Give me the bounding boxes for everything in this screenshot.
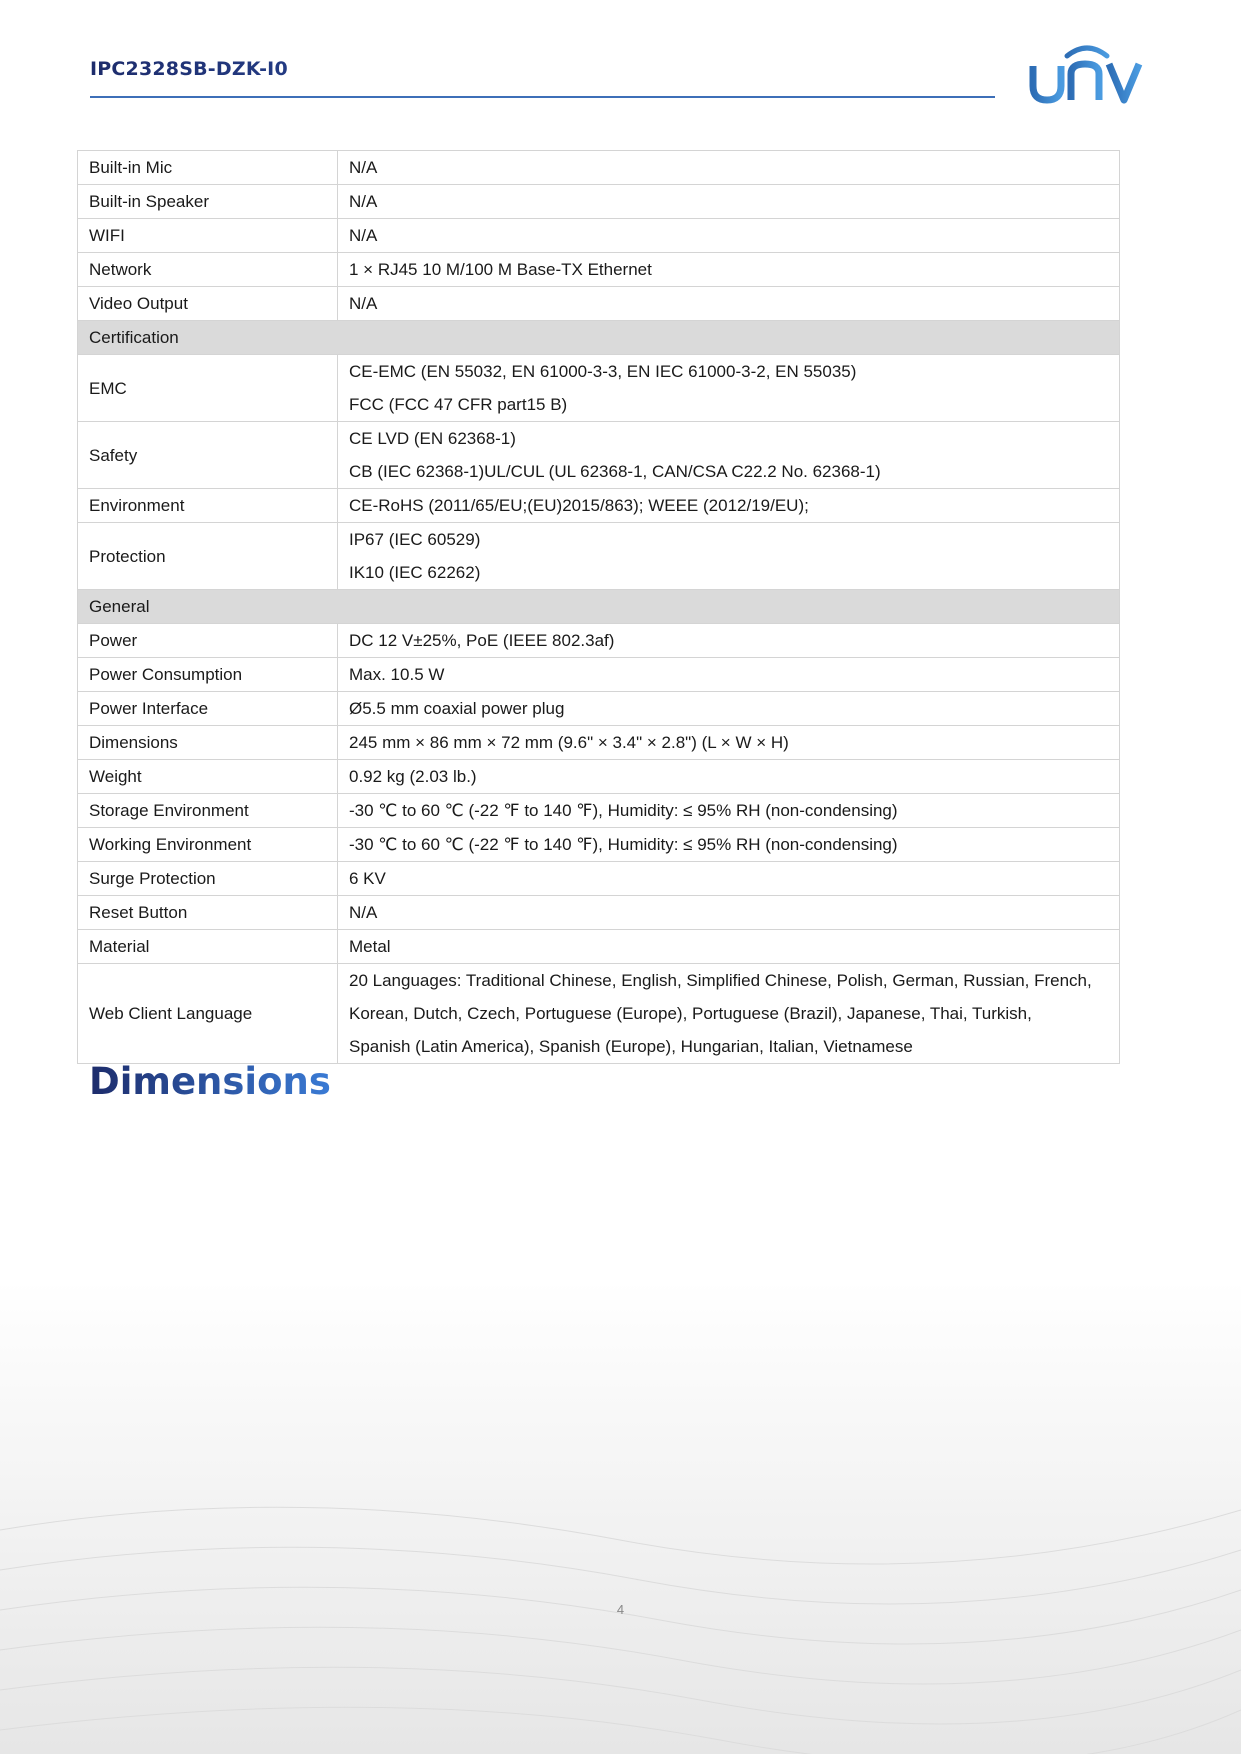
spec-value-line: 1 × RJ45 10 M/100 M Base-TX Ethernet	[349, 260, 652, 279]
spec-row	[78, 355, 1120, 422]
spec-row	[78, 219, 1120, 253]
spec-value	[338, 489, 1120, 523]
wave-background	[0, 1280, 1241, 1754]
spec-row	[78, 930, 1120, 964]
spec-row	[78, 523, 1120, 590]
spec-value-line: N/A	[349, 903, 378, 922]
spec-row	[78, 726, 1120, 760]
spec-value-line: CB (IEC 62368-1)UL/CUL (UL 62368-1, CAN/CSA C22.2 No. 62368-1)	[349, 462, 881, 481]
spec-label: Power Consumption	[78, 658, 338, 692]
spec-value-line: N/A	[349, 226, 378, 245]
unv-logo	[1027, 42, 1147, 108]
spec-value	[338, 692, 1120, 726]
spec-label: Video Output	[78, 287, 338, 321]
spec-table	[77, 150, 1120, 1064]
spec-value-line: FCC (FCC 47 CFR part15 B)	[349, 395, 568, 414]
spec-row	[78, 692, 1120, 726]
spec-label: Protection	[78, 523, 338, 590]
spec-label: Dimensions	[78, 726, 338, 760]
spec-value	[338, 287, 1120, 321]
spec-value-line: Max. 10.5 W	[349, 665, 445, 684]
spec-value	[338, 355, 1120, 422]
spec-row	[78, 760, 1120, 794]
spec-row	[78, 658, 1120, 692]
spec-value	[338, 151, 1120, 185]
spec-row	[78, 422, 1120, 489]
spec-value-line: IP67 (IEC 60529)	[349, 530, 481, 549]
spec-value	[338, 726, 1120, 760]
spec-value-line: -30 ℃ to 60 ℃ (-22 ℉ to 140 ℉), Humidity: ≤ 95% RH (non-condensing)	[349, 801, 898, 820]
spec-value	[338, 862, 1120, 896]
spec-value	[338, 422, 1120, 489]
spec-value-line: IK10 (IEC 62262)	[349, 563, 481, 582]
section-heading: General	[78, 590, 1120, 624]
spec-value-line: Korean, Dutch, Czech, Portuguese (Europe), Portuguese (Brazil), Japanese, Thai, Turkish,	[349, 1004, 1032, 1023]
spec-label: Safety	[78, 422, 338, 489]
spec-value-line: Metal	[349, 937, 391, 956]
spec-value-line: 0.92 kg (2.03 lb.)	[349, 767, 477, 786]
spec-label: Storage Environment	[78, 794, 338, 828]
spec-label: Reset Button	[78, 896, 338, 930]
spec-label: EMC	[78, 355, 338, 422]
spec-label: Built-in Speaker	[78, 185, 338, 219]
spec-label: Weight	[78, 760, 338, 794]
spec-row	[78, 964, 1120, 1064]
spec-value	[338, 219, 1120, 253]
spec-value	[338, 964, 1120, 1064]
spec-value-line: N/A	[349, 192, 378, 211]
spec-value	[338, 896, 1120, 930]
page-number: 4	[616, 1602, 625, 1617]
spec-value-line: -30 ℃ to 60 ℃ (-22 ℉ to 140 ℉), Humidity: ≤ 95% RH (non-condensing)	[349, 835, 898, 854]
section-heading: Certification	[78, 321, 1120, 355]
section-row	[78, 590, 1120, 624]
spec-value-line: CE-RoHS (2011/65/EU;(EU)2015/863); WEEE (2012/19/EU);	[349, 496, 809, 515]
model-title: IPC2328SB-DZK-I0	[90, 58, 995, 80]
spec-value-line: N/A	[349, 294, 378, 313]
spec-label: Network	[78, 253, 338, 287]
spec-label: WIFI	[78, 219, 338, 253]
spec-value-line: Ø5.5 mm coaxial power plug	[349, 699, 565, 718]
spec-row	[78, 185, 1120, 219]
page-header	[90, 58, 995, 80]
spec-label: Environment	[78, 489, 338, 523]
spec-row	[78, 151, 1120, 185]
spec-value-line: Spanish (Latin America), Spanish (Europe), Hungarian, Italian, Vietnamese	[349, 1037, 913, 1056]
spec-label: Power	[78, 624, 338, 658]
spec-label: Surge Protection	[78, 862, 338, 896]
header-rule	[90, 96, 995, 98]
spec-label: Material	[78, 930, 338, 964]
spec-value	[338, 624, 1120, 658]
spec-row	[78, 253, 1120, 287]
section-row	[78, 321, 1120, 355]
spec-label: Power Interface	[78, 692, 338, 726]
spec-value-line: 6 KV	[349, 869, 386, 888]
spec-label: Built-in Mic	[78, 151, 338, 185]
spec-value	[338, 760, 1120, 794]
spec-value-line: 245 mm × 86 mm × 72 mm (9.6" × 3.4" × 2.8") (L × W × H)	[349, 733, 789, 752]
spec-value-line: CE LVD (EN 62368-1)	[349, 429, 516, 448]
spec-row	[78, 489, 1120, 523]
spec-value	[338, 930, 1120, 964]
spec-row	[78, 624, 1120, 658]
spec-row	[78, 794, 1120, 828]
spec-value	[338, 185, 1120, 219]
spec-value-line: 20 Languages: Traditional Chinese, English, Simplified Chinese, Polish, German, Russian, French,	[349, 971, 1092, 990]
spec-value-line: CE-EMC (EN 55032, EN 61000-3-3, EN IEC 61000-3-2, EN 55035)	[349, 362, 857, 381]
spec-value	[338, 828, 1120, 862]
spec-value-line: N/A	[349, 158, 378, 177]
spec-row	[78, 896, 1120, 930]
spec-label: Working Environment	[78, 828, 338, 862]
spec-value	[338, 523, 1120, 590]
spec-value-line: DC 12 V±25%, PoE (IEEE 802.3af)	[349, 631, 615, 650]
spec-row	[78, 862, 1120, 896]
spec-row	[78, 828, 1120, 862]
spec-row	[78, 287, 1120, 321]
dimensions-heading: Dimensions	[89, 1060, 331, 1103]
spec-label: Web Client Language	[78, 964, 338, 1064]
spec-value	[338, 658, 1120, 692]
spec-value	[338, 794, 1120, 828]
spec-value	[338, 253, 1120, 287]
